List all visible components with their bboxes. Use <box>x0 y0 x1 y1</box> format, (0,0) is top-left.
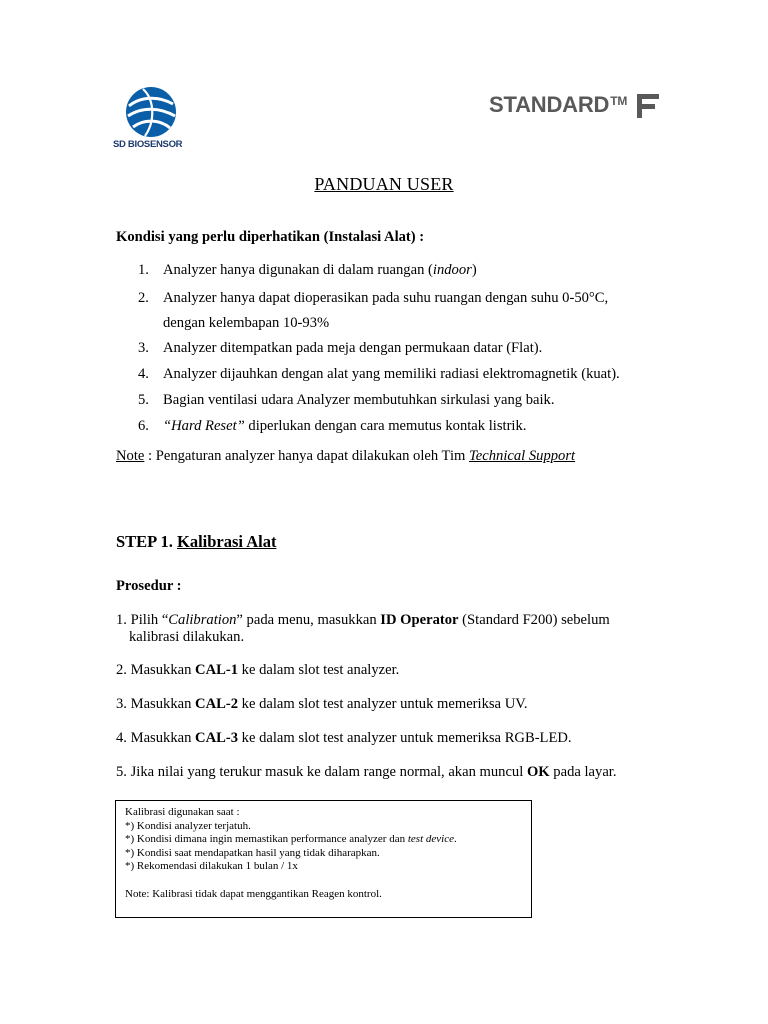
procedure-item: 3. Masukkan CAL-2 ke dalam slot test analyzer untuk memeriksa UV. <box>116 696 528 712</box>
right-logo-text: STANDARD <box>489 92 610 117</box>
standard-f-logo <box>489 92 659 118</box>
procedure-item: 4. Masukkan CAL-3 ke dalam slot test analyzer untuk memeriksa RGB-LED. <box>116 730 572 746</box>
box-line: *) Kondisi saat mendapatkan hasil yang tidak diharapkan. <box>125 846 380 859</box>
f-letter-logo-icon <box>637 94 659 118</box>
list-item: 6. “Hard Reset” diperlukan dengan cara memutus kontak listrik. <box>138 418 527 434</box>
list-item: 5. Bagian ventilasi udara Analyzer membutuhkan sirkulasi yang baik. <box>138 392 555 408</box>
sd-biosensor-logo <box>113 86 193 150</box>
left-logo-text: SD BIOSENSOR <box>113 139 183 150</box>
box-line: *) Kondisi analyzer terjatuh. <box>125 819 251 832</box>
box-line: *) Kondisi dimana ingin memastikan performance analyzer dan test device. <box>125 833 457 846</box>
installation-list <box>138 260 673 442</box>
box-line: *) Rekomendasi dilakukan 1 bulan / 1x <box>125 860 298 873</box>
list-item: 4. Analyzer dijauhkan dengan alat yang memiliki radiasi elektromagnetik (kuat). <box>138 366 620 382</box>
step1-heading: STEP 1. Kalibrasi Alat <box>116 532 277 551</box>
list-item: 2. Analyzer hanya dapat dioperasikan pada suhu ruangan dengan suhu 0-50°C, dengan kelembapan 10-93% <box>138 290 609 331</box>
list-item: 1. Analyzer hanya digunakan di dalam ruangan (indoor) <box>138 262 477 278</box>
installation-heading: Kondisi yang perlu diperhatikan (Instalasi Alat) : <box>116 229 425 245</box>
box-note: Note: Kalibrasi tidak dapat menggantikan Reagen kontrol. <box>125 887 382 900</box>
installation-note: Note : Pengaturan analyzer hanya dapat dilakukan oleh Tim Technical Support <box>116 448 576 464</box>
globe-logo-icon <box>125 86 177 138</box>
procedure-heading: Prosedur : <box>116 578 182 594</box>
procedure-item: 5. Jika nilai yang terukur masuk ke dalam range normal, akan muncul OK pada layar. <box>116 764 617 780</box>
list-item: 3. Analyzer ditempatkan pada meja dengan permukaan datar (Flat). <box>138 340 543 356</box>
right-logo-tm: TM <box>610 94 628 108</box>
procedure-item: 1. Pilih “Calibration” pada menu, masukkan ID Operator (Standard F200) sebelum kalibrasi dilakukan. <box>116 612 610 645</box>
box-line: Kalibrasi digunakan saat : <box>125 806 240 818</box>
procedure-item: 2. Masukkan CAL-1 ke dalam slot test analyzer. <box>116 662 400 678</box>
calibration-info-box <box>115 800 532 918</box>
page-title: PANDUAN USER <box>314 174 454 194</box>
